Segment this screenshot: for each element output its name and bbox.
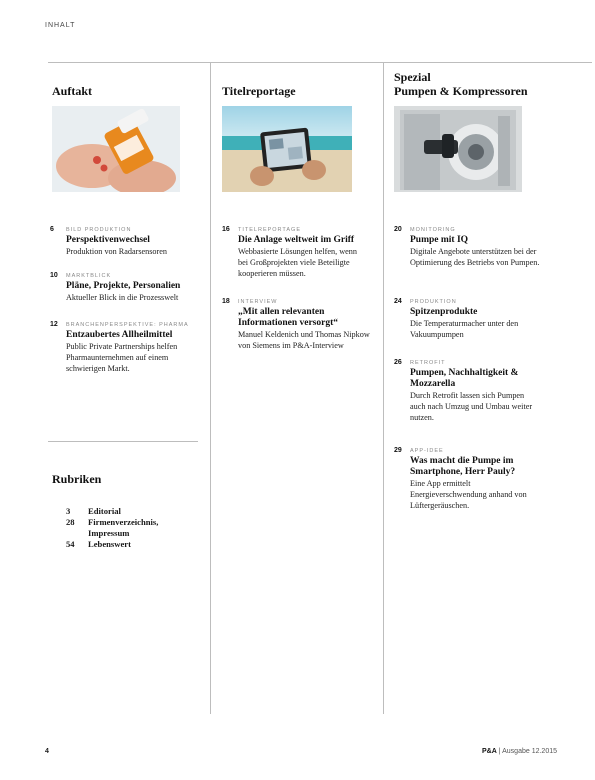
issue-number: Ausgabe 12.2015 xyxy=(502,748,557,755)
entry-kicker: PRODUKTION xyxy=(410,299,457,305)
entry-page-number: 18 xyxy=(222,298,230,305)
rubriken-item[interactable] xyxy=(66,517,206,539)
toc-entry[interactable] xyxy=(50,321,210,374)
titelreportage-heading-wrap xyxy=(222,84,296,98)
entry-page-number: 26 xyxy=(394,359,402,366)
section-label: INHALT xyxy=(45,22,76,29)
entry-title: Pläne, Projekte, Personalien xyxy=(66,281,181,291)
titelreportage-heading: Titelreportage xyxy=(222,84,296,98)
titelreportage-photo xyxy=(222,106,352,192)
entry-text: Die Temperaturmacher unter den Vakuumpumpen xyxy=(410,319,519,339)
toc-entry[interactable] xyxy=(50,272,215,303)
entry-page-number: 20 xyxy=(394,226,402,233)
entry-page-number: 10 xyxy=(50,272,58,279)
entry-page-number: 29 xyxy=(394,447,402,454)
entry-kicker: RETROFIT xyxy=(410,360,446,366)
entry-text: Webbasierte Lösungen helfen, wenn bei Großprojekten viele Beteiligte kooperieren müssen. xyxy=(238,247,357,278)
rubriken-page-number: 3 xyxy=(66,506,71,516)
rubriken-page-number: 54 xyxy=(66,539,75,549)
page-number: 4 xyxy=(45,748,49,755)
entry-kicker: INTERVIEW xyxy=(238,299,278,305)
entry-title: Perspektivenwechsel xyxy=(66,235,150,245)
entry-text: Aktueller Blick in die Prozesswelt xyxy=(66,293,179,302)
rubriken-page-number: 28 xyxy=(66,517,75,527)
entry-text: Public Private Partnerships helfen Pharmaunternehmen auf einem schwierigen Markt. xyxy=(66,342,178,373)
rubriken-label: Firmenverzeichnis, Impressum xyxy=(88,517,159,538)
magazine-name: P&A xyxy=(481,748,497,755)
entry-kicker: BILD PRODUKTION xyxy=(66,227,132,233)
rubriken-label: Editorial xyxy=(88,506,121,516)
rubriken-heading-wrap xyxy=(52,472,101,486)
auftakt-heading-wrap xyxy=(52,84,92,98)
spezial-heading: Spezial xyxy=(394,70,431,84)
separator: | xyxy=(498,748,503,755)
toc-entry[interactable] xyxy=(50,226,215,257)
entry-kicker: APP-IDEE xyxy=(410,448,444,454)
toc-entry[interactable] xyxy=(394,447,559,511)
entry-kicker: TITELREPORTAGE xyxy=(238,227,302,233)
column-divider xyxy=(210,62,211,714)
top-rule xyxy=(48,62,592,63)
toc-entry[interactable] xyxy=(222,298,387,351)
auftakt-heading: Auftakt xyxy=(52,84,93,98)
rubriken-label: Lebenswert xyxy=(88,539,131,549)
beach-tablet-image xyxy=(222,106,352,192)
spezial-photo xyxy=(394,106,522,192)
entry-title: Spitzenprodukte xyxy=(410,307,478,317)
entry-kicker: MONITORING xyxy=(410,227,456,233)
entry-kicker: MARKTBLICK xyxy=(66,273,112,279)
entry-title: Pumpe mit IQ xyxy=(410,235,469,245)
entry-text: Produktion von Radarsensoren xyxy=(66,247,167,256)
rubriken-rule xyxy=(48,441,198,442)
spezial-heading-wrap xyxy=(394,70,528,98)
pump-machinery-image xyxy=(394,106,522,192)
spezial-subheading: Pumpen & Kompressoren xyxy=(394,84,528,98)
entry-title: Pumpen, Nachhaltigkeit & Mozzarella xyxy=(410,368,519,389)
pill-bottle-image xyxy=(52,106,180,192)
column-divider xyxy=(383,62,384,714)
issue-info xyxy=(482,748,557,755)
entry-page-number: 12 xyxy=(50,321,58,328)
rubriken-item[interactable] xyxy=(66,506,206,517)
rubriken-list xyxy=(66,506,206,550)
entry-text: Manuel Keldenich und Thomas Nipkow von Siemens im P&A-Interview xyxy=(238,330,370,350)
entry-title: Was macht die Pumpe im Smartphone, Herr Pauly? xyxy=(410,456,516,477)
rubriken-heading: Rubriken xyxy=(52,472,102,486)
toc-entry[interactable] xyxy=(394,226,559,268)
toc-entry[interactable] xyxy=(394,298,559,340)
entry-title: Entzaubertes Allheilmittel xyxy=(66,330,173,340)
entry-title: „Mit allen relevanten Informationen versorgt“ xyxy=(238,307,338,328)
entry-text: Durch Retrofit lassen sich Pumpen auch nach Umzug und Umbau weiter nutzen. xyxy=(410,391,533,422)
entry-kicker: BRANCHENPERSPEKTIVE: PHARMA xyxy=(66,322,189,328)
auftakt-photo xyxy=(52,106,180,192)
entry-page-number: 16 xyxy=(222,226,230,233)
rubriken-item[interactable] xyxy=(66,539,206,550)
toc-entry[interactable] xyxy=(222,226,387,279)
entry-page-number: 24 xyxy=(394,298,402,305)
entry-page-number: 6 xyxy=(50,226,54,233)
entry-title: Die Anlage weltweit im Griff xyxy=(238,235,355,245)
entry-text: Eine App ermittelt Energieverschwendung anhand von Lüftergeräuschen. xyxy=(410,479,527,510)
entry-text: Digitale Angebote unterstützen bei der Optimierung des Betriebs von Pumpen. xyxy=(410,247,540,267)
toc-entry[interactable] xyxy=(394,359,559,423)
